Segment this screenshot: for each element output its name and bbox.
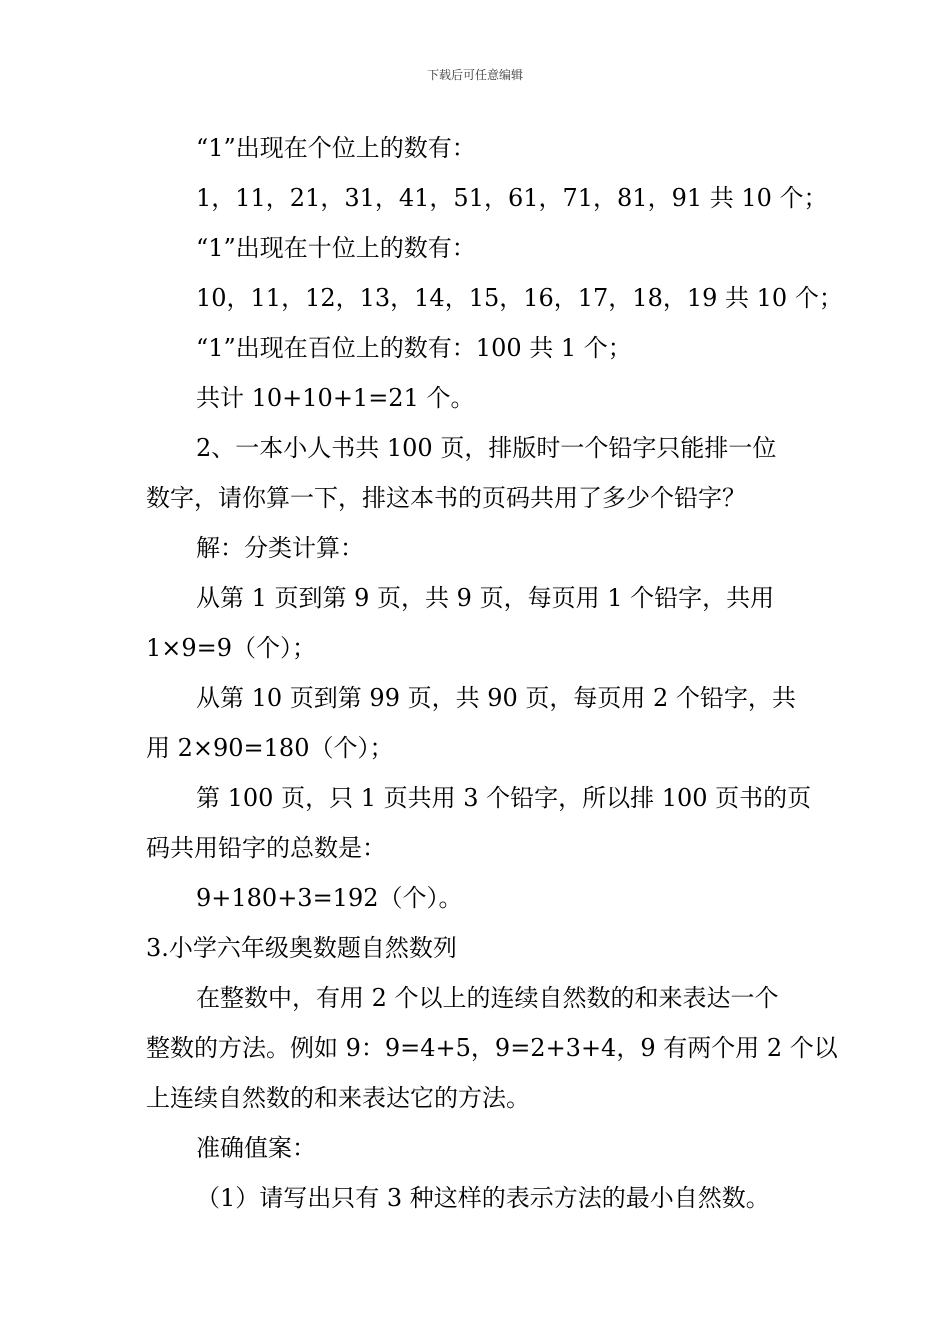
text-line: 1，11，21，31，41，51，61，71，81，91 共 10 个；	[196, 184, 828, 212]
text-line: 整数的方法。例如 9：9=4+5，9=2+3+4，9 有两个用 2 个以	[146, 1034, 838, 1062]
text-line: 用 2×90=180（个）；	[146, 734, 394, 762]
text-line: 第 100 页，只 1 页共用 3 个铅字，所以排 100 页书的页	[196, 784, 812, 812]
text-line: 1×9=9（个）；	[146, 634, 317, 662]
text-line: “1”出现在个位上的数有：	[196, 134, 476, 162]
text-line: “1”出现在百位上的数有：100 共 1 个；	[196, 334, 632, 362]
text-line: 共计 10+10+1=21 个。	[196, 384, 475, 412]
text-line: 准确值案：	[196, 1134, 316, 1162]
page-header-note: 下载后可任意编辑	[426, 68, 523, 82]
text-line: 解：分类计算：	[196, 534, 364, 562]
section-heading: 3.小学六年级奥数题自然数列	[146, 934, 457, 962]
text-line: 2、一本小人书共 100 页，排版时一个铅字只能排一位	[196, 434, 777, 462]
text-line: 码共用铅字的总数是：	[146, 834, 386, 862]
text-line: 从第 10 页到第 99 页，共 90 页，每页用 2 个铅字，共	[196, 684, 796, 712]
text-line: 数字，请你算一下，排这本书的页码共用了多少个铅字？	[146, 484, 746, 512]
text-line: 上连续自然数的和来表达它的方法。	[146, 1084, 530, 1112]
text-line: 9+180+3=192（个）。	[196, 884, 463, 912]
text-line: 10，11，12，13，14，15，16，17，18，19 共 10 个；	[196, 284, 843, 312]
text-line: 在整数中，有用 2 个以上的连续自然数的和来表达一个	[196, 984, 779, 1012]
text-line: （1）请写出只有 3 种这样的表示方法的最小自然数。	[196, 1184, 770, 1212]
text-line: “1”出现在十位上的数有：	[196, 234, 476, 262]
text-line: 从第 1 页到第 9 页，共 9 页，每页用 1 个铅字，共用	[196, 584, 775, 612]
